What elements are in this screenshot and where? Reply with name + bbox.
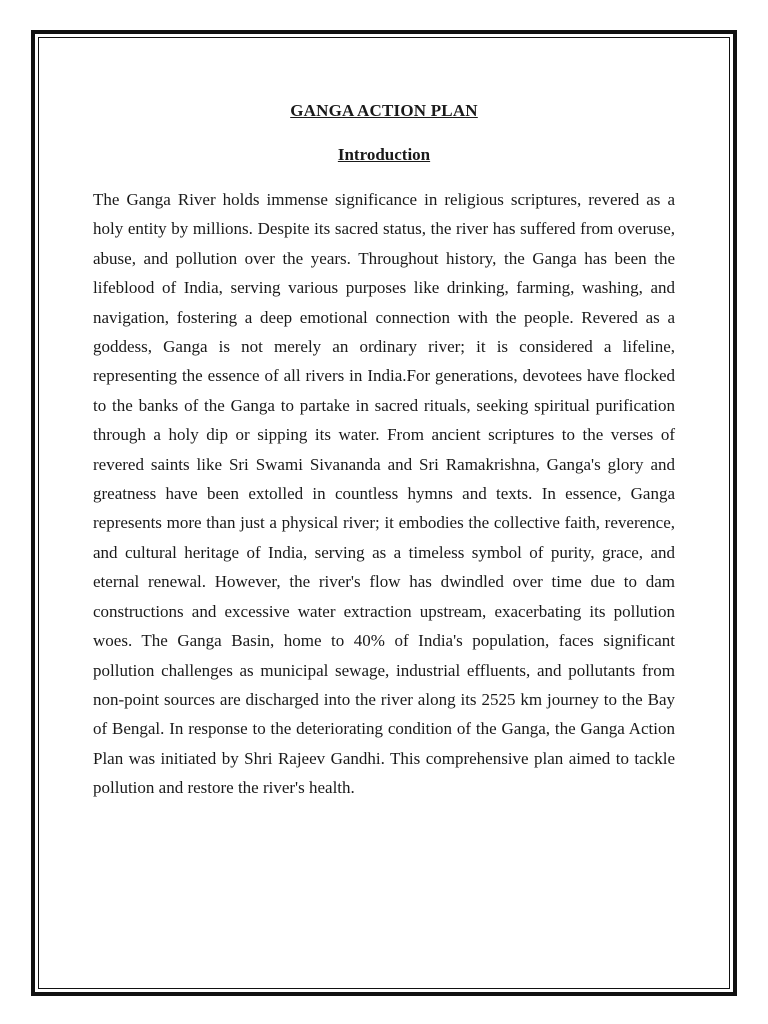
- body-paragraph: The Ganga River holds immense significance in religious scriptures, revered as a holy entity by millions. Despite its sacred status, the river has suffered from overuse, abuse, and pollution over the years. Throughout history, the Ganga has been the lifeblood of India, serving various purposes like drinking, farming, washing, and navigation, fostering a deep emotional connection with the people. Revered as a goddess, Ganga is not merely an ordinary river; it is considered a lifeline, representing the essence of all rivers in India.For generations, devotees have flocked to the banks of the Ganga to partake in sacred rituals, seeking spiritual purification through a holy dip or sipping its water. From ancient scriptures to the verses of revered saints like Sri Swami Sivananda and Sri Ramakrishna, Ganga's glory and greatness have been extolled in countless hymns and texts. In essence, Ganga represents more than just a physical river; it embodies the collective faith, reverence, and cultural heritage of India, serving as a timeless symbol of purity, grace, and eternal renewal. However, the river's flow has dwindled over time due to dam constructions and excessive water extraction upstream, exacerbating its pollution woes. The Ganga Basin, home to 40% of India's population, faces significant pollution challenges as municipal sewage, industrial effluents, and pollutants from non-point sources are discharged into the river along its 2525 km journey to the Bay of Bengal. In response to the deteriorating condition of the Ganga, the Ganga Action Plan was initiated by Shri Rajeev Gandhi. This comprehensive plan aimed to tackle pollution and restore the river's health.: [93, 190, 675, 798]
- document-title: GANGA ACTION PLAN: [290, 101, 478, 120]
- section-heading: Introduction: [337, 145, 431, 164]
